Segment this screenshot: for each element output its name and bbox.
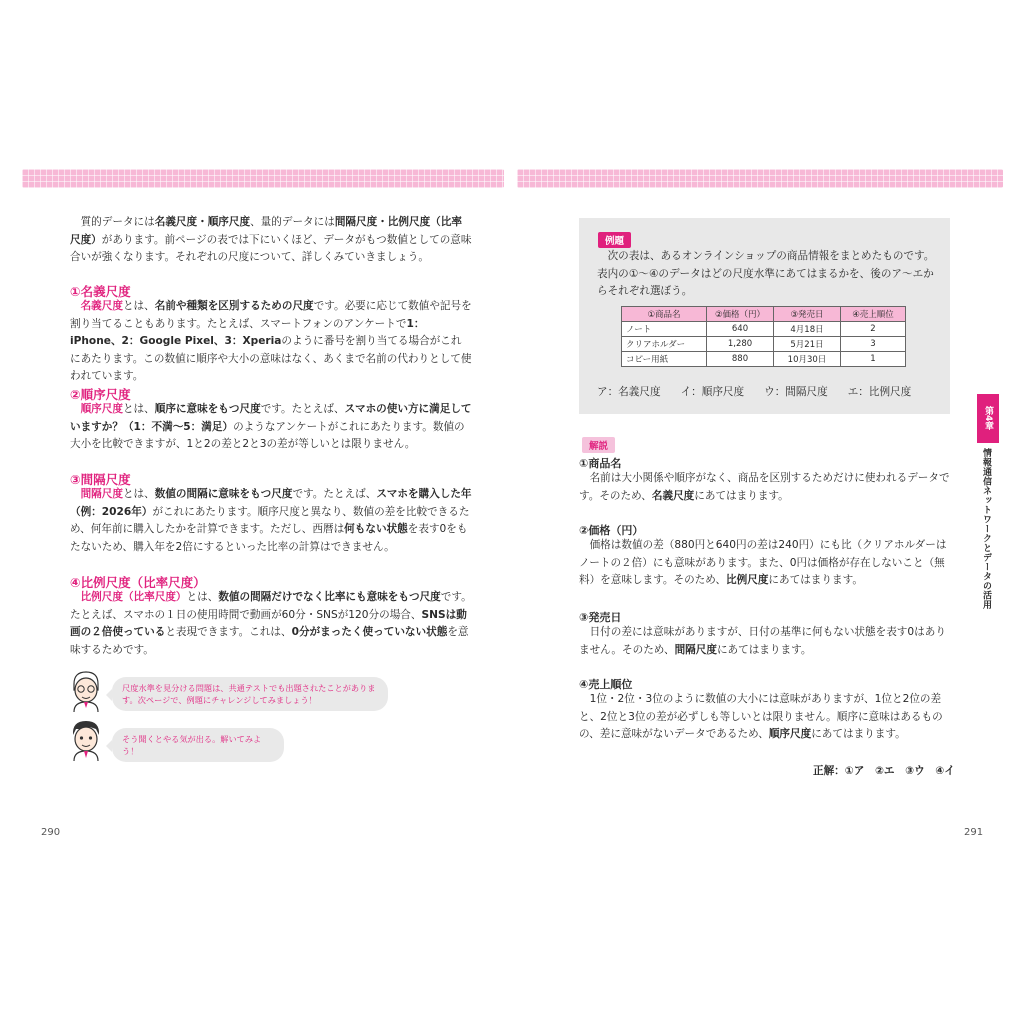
table-row [622, 322, 906, 337]
table-cell: クリアホルダー [622, 337, 707, 352]
choice-i: イ：順序尺度 [680, 386, 745, 398]
table-cell: 640 [707, 322, 774, 337]
choice-e: エ：比例尺度 [847, 386, 912, 398]
explanation-heading-rank: ④売上順位 [579, 678, 633, 691]
table-cell: 4月18日 [774, 322, 841, 337]
section-heading-nominal: ①名義尺度 [70, 284, 131, 299]
choices-line [597, 384, 937, 402]
table-row [622, 337, 906, 352]
product-table [621, 306, 906, 367]
teacher-avatar-icon [66, 668, 106, 712]
teacher-speech-bubble: 尺度水準を見分ける問題は、共通テストでも出題されたことがあります。次ページで、例題にチャレンジしてみましょう！ [112, 677, 388, 711]
section-body-ratio: 比例尺度（比率尺度）とは、数値の間隔だけでなく比率にも意味をもつ尺度です。たとえば、スマホの１日の使用時間で動画が60分・SNSが120分の場合、SNSは動画の２倍使っていると表現できます。これは、0分がまったく使っていない状態を意味するためです。 [70, 591, 472, 656]
explanation-body-date: 日付の差には意味がありますが、日付の基準に何もない状態を表す0はありません。そのため、間隔尺度にあてはまります。 [579, 626, 946, 656]
header-band-right [517, 169, 1003, 188]
explanation-tag: 解説 [582, 437, 615, 453]
explanation-heading-price: ②価格（円） [579, 524, 644, 537]
table-header: ③発売日 [774, 307, 841, 322]
section-body-ordinal: 順序尺度とは、順序に意味をもつ尺度です。たとえば、スマホの使い方に満足していますか？（1：不満〜5：満足）のようなアンケートがこれにあたります。数値の大小を比較できますが、1と2の差と2と3の差が等しいとは限りません。 [70, 403, 472, 451]
table-header-row [622, 307, 906, 322]
chapter-title: 情報通信ネットワークとデータの活用 [981, 448, 991, 610]
section-heading-ordinal: ②順序尺度 [70, 387, 131, 402]
choice-u: ウ：間隔尺度 [764, 386, 828, 398]
table-cell: 10月30日 [774, 352, 841, 367]
page-number-right: 291 [964, 827, 984, 838]
student-speech-bubble: そう聞くとやる気が出る。解いてみよう！ [112, 728, 284, 762]
section-body-interval: 間隔尺度とは、数値の間隔に意味をもつ尺度です。たとえば、スマホを購入した年（例：2026年）がこれにあたります。順序尺度と異なり、数値の差を比較できるため、何年前に購入したかを計算できます。ただし、西暦は何もない状態を表す0をもたないため、購入年を2倍にするといった比率の計算はできません。 [70, 488, 472, 553]
table-cell: 2 [841, 322, 906, 337]
intro-paragraph: 質的データには名義尺度・順序尺度、量的データには間隔尺度・比例尺度（比率尺度）があります。前ページの表では下にいくほど、データがもつ数値としての意味合いが強くなります。それぞれの尺度について、詳しくみていきましょう。 [70, 216, 472, 264]
table-header: ①商品名 [622, 307, 707, 322]
table-header: ④売上順位 [841, 307, 906, 322]
student-avatar-icon [66, 717, 106, 761]
section-body-nominal: 名義尺度とは、名前や種類を区別するための尺度です。必要に応じて数値や記号を割り当てることもあります。たとえば、スマートフォンのアンケートで1：iPhone、2：Google Pixel、3：Xperiaのように番号を割り当てる場合がこれにあたります。この数値に順序や大小の意味はなく、あくまで名前の代わりとして使われています。 [70, 300, 472, 383]
table-header: ②価格（円） [707, 307, 774, 322]
explanation-heading-name: ①商品名 [579, 457, 622, 470]
table-cell: コピー用紙 [622, 352, 707, 367]
table-cell: 1 [841, 352, 906, 367]
explanation-body-price: 価格は数値の差（880円と640円の差は240円）にも比（クリアホルダーはノートの２倍）にも意味があります。また、0円は価格が存在しないこと（無料）を意味します。そのため、比例尺度にあてはまります。 [579, 539, 947, 587]
explanation-body-rank: 1位・2位・3位のように数値の大小には意味がありますが、1位と2位の差と、2位と3位の差が必ずしも等しいとは限りません。順序に意味はあるものの、差に意味がないデータであるため、順序尺度にあてはまります。 [579, 693, 943, 741]
table-cell: 1,280 [707, 337, 774, 352]
table-cell: ノート [622, 322, 707, 337]
example-tag: 例題 [598, 232, 631, 248]
table-cell: 3 [841, 337, 906, 352]
chapter-tab: 第4章 [977, 394, 999, 443]
section-heading-ratio: ④比例尺度（比率尺度） [70, 575, 206, 590]
table-cell: 880 [707, 352, 774, 367]
section-heading-interval: ③間隔尺度 [70, 472, 131, 487]
answer-line: 正解：①ア ②エ ③ウ ④イ [813, 765, 955, 777]
example-question: 次の表は、あるオンラインショップの商品情報をまとめたものです。表内の①〜④のデータはどの尺度水準にあてはまるかを、後のア〜エからそれぞれ選ぼう。 [597, 250, 935, 298]
explanation-body-name: 名前は大小関係や順序がなく、商品を区別するためだけに使われるデータです。そのため、名義尺度にあてはまります。 [579, 472, 950, 502]
explanation-heading-date: ③発売日 [579, 611, 622, 624]
header-band-left [22, 169, 504, 188]
page-number-left: 290 [41, 827, 61, 838]
table-cell: 5月21日 [774, 337, 841, 352]
table-row [622, 352, 906, 367]
choice-a: ア：名義尺度 [597, 386, 661, 398]
